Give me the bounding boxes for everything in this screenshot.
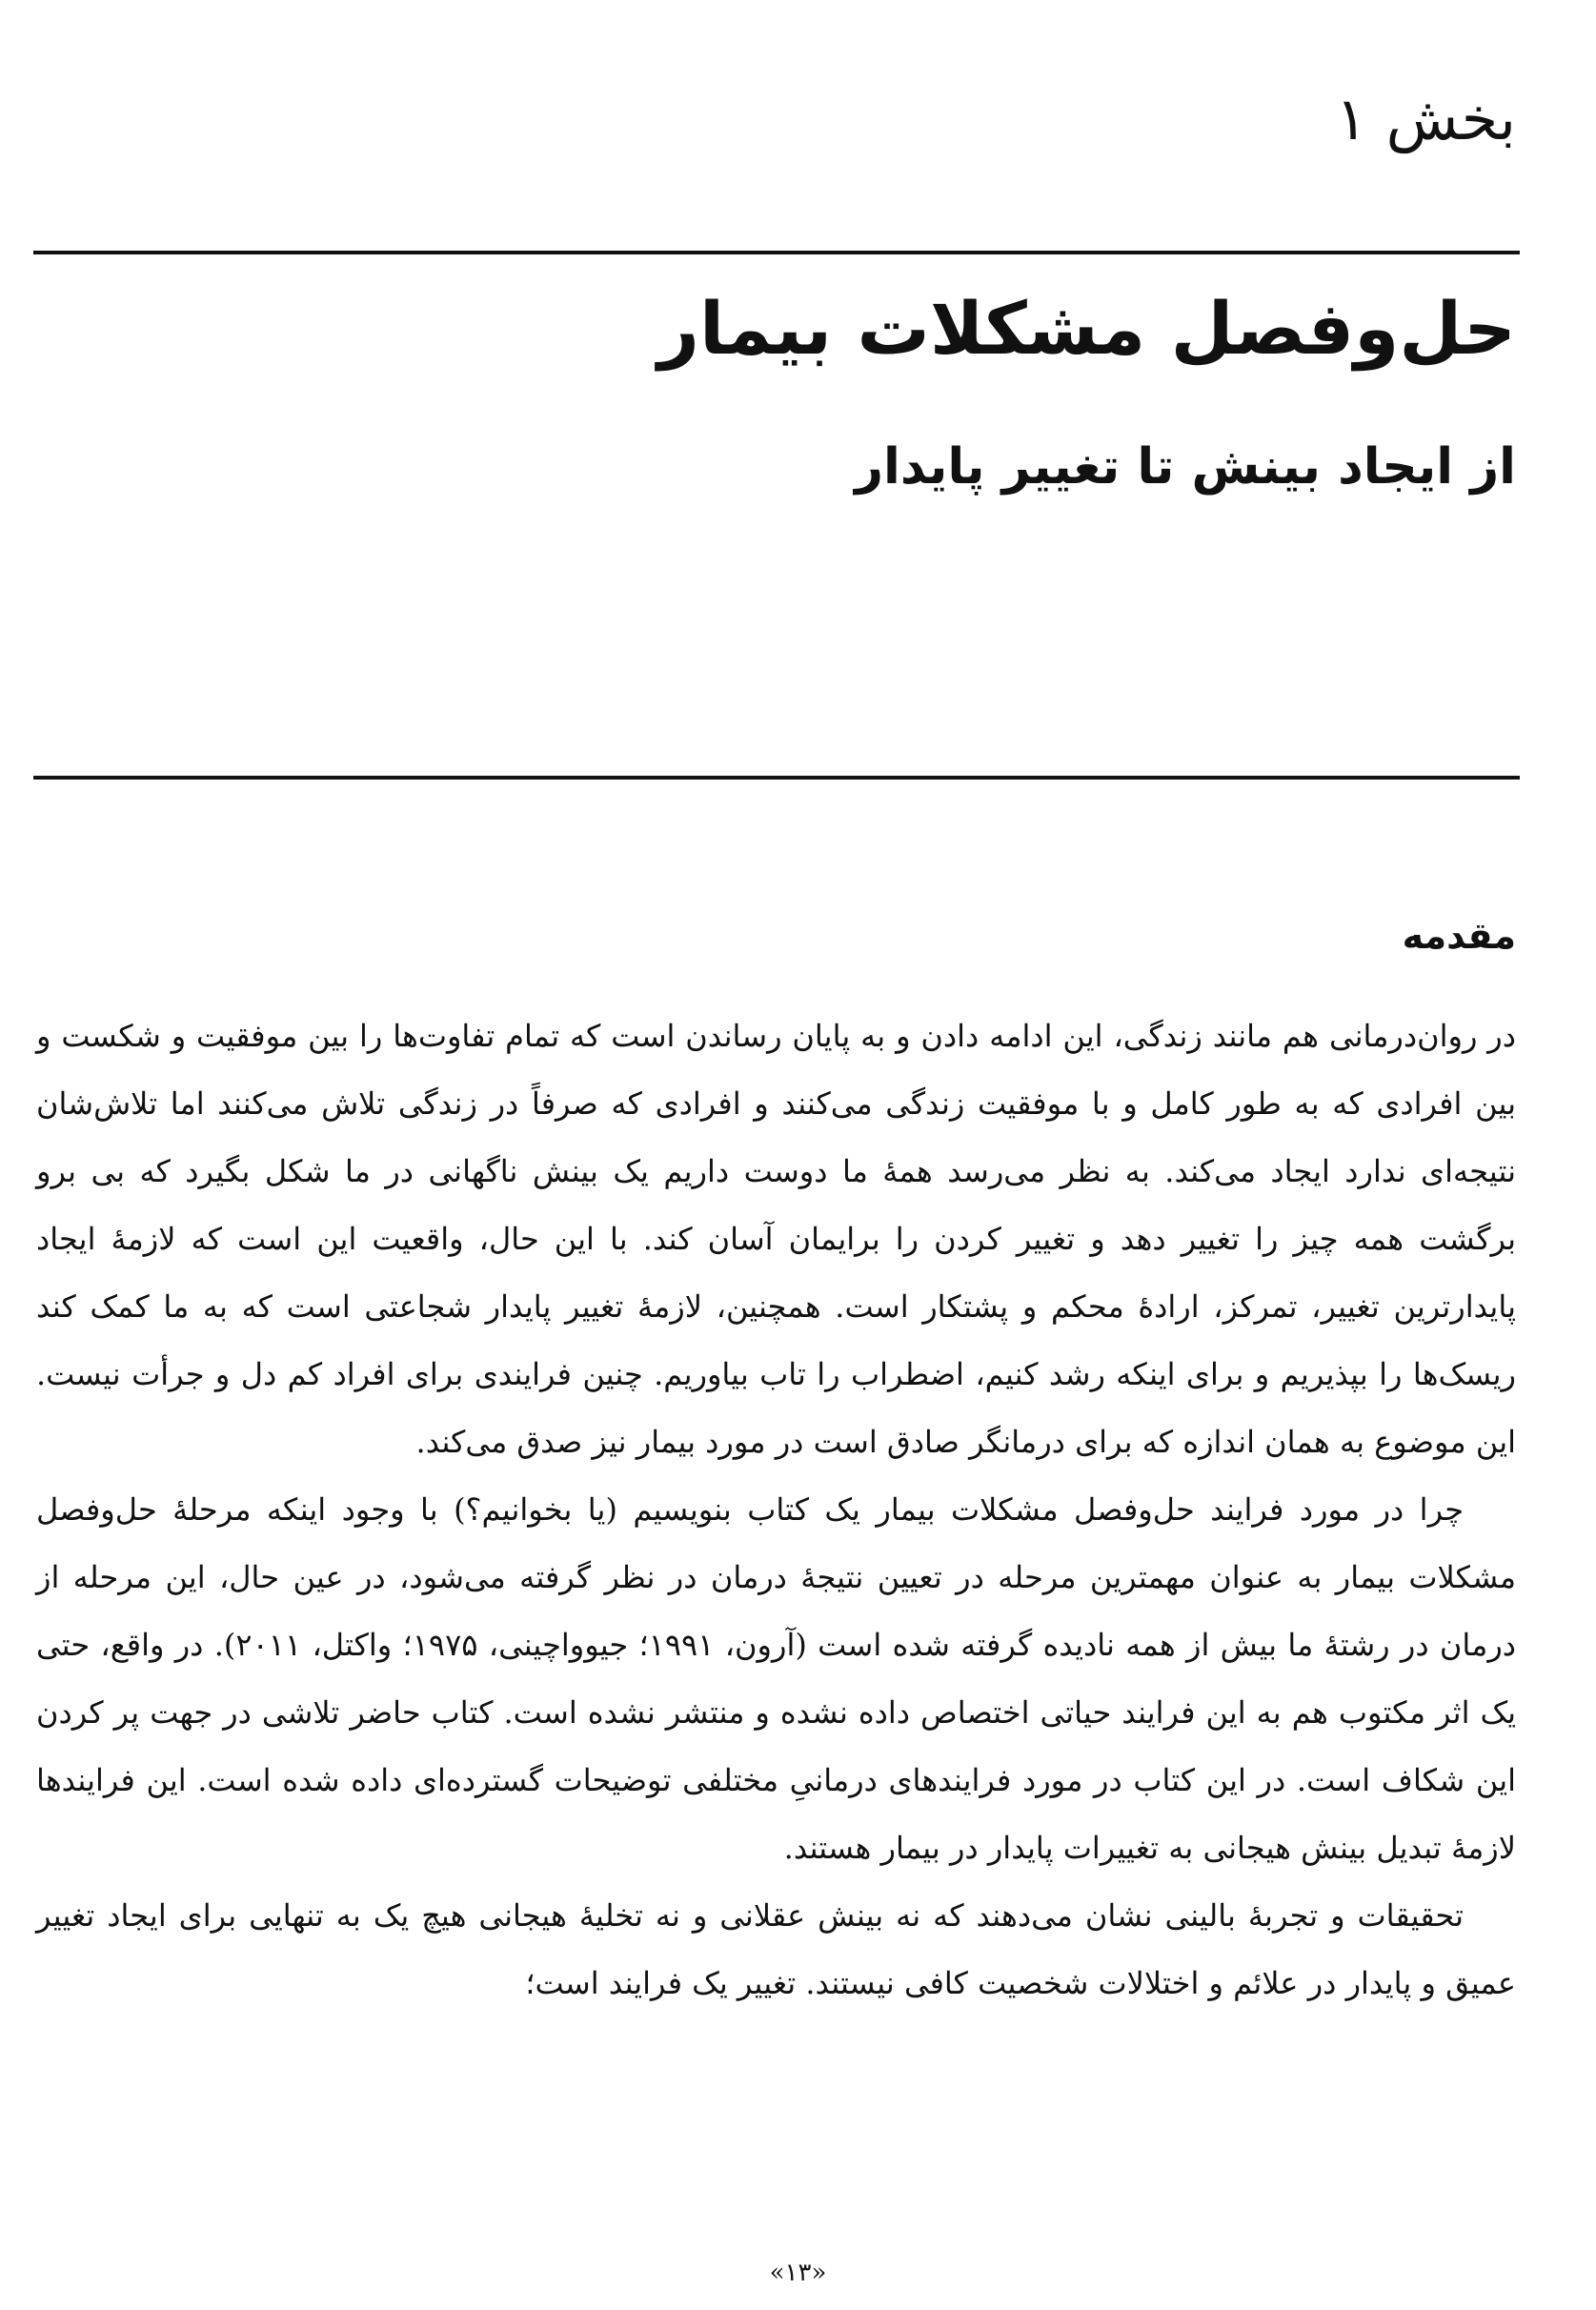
body-text bbox=[36, 1003, 1516, 2017]
chapter-title: حل‌وفصل مشکلات بیمار bbox=[657, 286, 1516, 371]
chapter-subtitle: از ایجاد بینش تا تغییر پایدار bbox=[855, 438, 1516, 496]
top-divider bbox=[33, 251, 1520, 254]
part-label: بخش ۱ bbox=[1335, 84, 1516, 153]
bottom-divider bbox=[33, 776, 1520, 780]
page-number: «۱۳» bbox=[769, 2259, 827, 2287]
section-heading: مقدمه bbox=[1402, 915, 1516, 957]
paragraph-1: در روان‌درمانی هم مانند زندگی، این ادامه دادن و به پایان رساندن است که تمام تفاوت‌ها را بین موفقیت و شکست و بین افرادی که به طور کامل و با موفقیت زندگی می‌کنند و افرادی که صرفاً در زندگی تلاش می‌کنند اما تلاش‌شان نتیجه‌ای ندارد ایجاد می‌کند. به نظر می‌رسد همهٔ ما دوست داریم یک بینش ناگهانی در ما شکل بگیرد که بی برو برگشت همه چیز را تغییر دهد و تغییر کردن را برایمان آسان کند. با این حال، واقعیت این است که لازمهٔ ایجاد پایدارترین تغییر، تمرکز، ارادهٔ محکم و پشتکار است. همچنین، لازمهٔ تغییر پایدار شجاعتی است که به ما کمک کند ریسک‌ها را بپذیریم و برای اینکه رشد کنیم، اضطراب را تاب بیاوریم. چنین فرایندی برای افراد کم دل و جرأت نیست. این موضوع به همان اندازه که برای درمانگر صادق است در مورد بیمار نیز صدق می‌کند. bbox=[36, 1018, 1517, 1460]
paragraph-3: تحقیقات و تجربهٔ بالینی نشان می‌دهند که نه بینش عقلانی و نه تخلیهٔ هیجانی هیچ یک به تنهایی برای ایجاد تغییر عمیق و پایدار در علائم و اختلالات شخصیت کافی نیستند. تغییر یک فرایند است؛ bbox=[36, 1897, 1516, 2001]
paragraph-2: چرا در مورد فرایند حل‌وفصل مشکلات بیمار یک کتاب بنویسیم (یا بخوانیم؟) با وجود اینکه مرحلهٔ حل‌وفصل مشکلات بیمار به عنوان مهمترین مرحله در تعیین نتیجهٔ درمان در نظر گرفته می‌شود، در عین حال، این مرحله از درمان در رشتهٔ ما بیش از همه نادیده گرفته شده است (آرون، ۱۹۹۱؛ جیوواچینی، ۱۹۷۵؛ واکتل، ۲۰۱۱). در واقع، حتی یک اثر مکتوب هم به این فرایند حیاتی اختصاص داده نشده و منتشر نشده است. کتاب حاضر تلاشی در جهت پر کردن این شکاف است. در این کتاب در مورد فرایندهای درمانیِ مختلفی توضیحات گسترده‌ای داده شده است. این فرایندها لازمهٔ تبدیل بینش هیجانی به تغییرات پایدار در بیمار هستند. bbox=[36, 1491, 1517, 1866]
